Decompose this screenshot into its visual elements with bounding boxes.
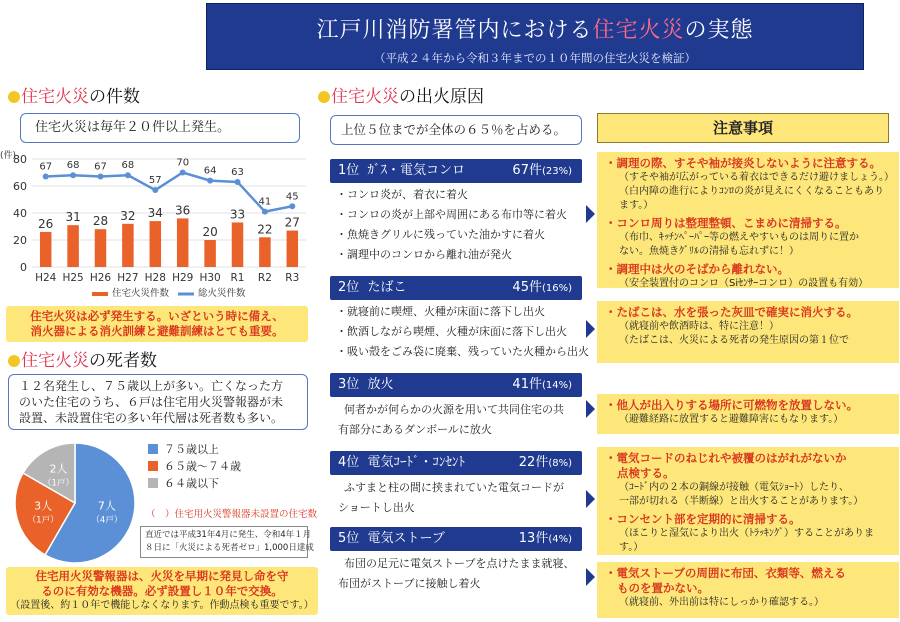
- line-point: [70, 172, 76, 178]
- caution-2: [597, 301, 899, 363]
- caution-4-detail: （ほこりと湿気により出火（ﾄﾗｯｷﾝｸﾞ）することがあります。）: [619, 528, 874, 553]
- caution-1-detail: （すそや袖が広がっている着衣はできるだけ避けましょう。）: [619, 172, 894, 183]
- caution-4-point: 点検する。: [617, 466, 675, 480]
- line-point: [289, 203, 295, 209]
- cause-rank-4: 4位 電気ｺｰﾄﾞ・ｺﾝｾﾝﾄ 22件(8%): [330, 451, 582, 475]
- cause-4-line: ふすまと柱の間に挟まれていた電気コードが: [344, 481, 564, 494]
- caution-4-point: ・電気コードのねじれや被覆のはがれがないか: [605, 451, 847, 465]
- pie-count-label: 7人: [97, 499, 116, 513]
- bar: [232, 222, 244, 267]
- cause-1-item: ・コンロ炎が、着衣に着火: [336, 188, 468, 201]
- pie-house-label: （1戸）: [27, 515, 59, 526]
- caution-1-detail: ない。魚焼きｸﾞﾘﾙの清掃も忘れずに！）: [619, 246, 799, 257]
- cause-summary: 上位５位までが全体の６５％を占める。: [341, 122, 567, 137]
- death-desc-box: [8, 374, 308, 430]
- death-desc-line2: のいた住宅のうち、６戸は住宅用火災警報器が未: [19, 395, 284, 409]
- caution-1-point: ・調理の際、すそや袖が接炎しないように注意する。: [605, 156, 881, 170]
- y-tick-label: 20: [13, 234, 27, 247]
- bar-value-label: 28: [92, 214, 109, 229]
- legend-item-65-74: ６５歳～７４歳: [148, 458, 241, 475]
- pie-house-label: （4戸）: [91, 515, 123, 526]
- bar-value-label: 22: [257, 222, 273, 237]
- count-note-line1: 住宅火災は必ず発生する。いざという時に備え、: [30, 309, 284, 323]
- recent-line2: ８日に「火災による死者ゼロ」1,000日達成: [145, 543, 314, 553]
- line-point: [180, 170, 186, 176]
- recent-note: [140, 526, 314, 558]
- recent-line1: 直近では平成31年4月に発生、令和4年１月: [145, 530, 312, 540]
- cause-3-details: [338, 400, 564, 440]
- caution-4: [597, 447, 899, 555]
- cause-rank-2: 2位 たばこ 45件(16%): [330, 276, 582, 300]
- x-tick-label: R1: [230, 272, 245, 284]
- line-point: [235, 179, 241, 185]
- count-summary: 住宅火災は毎年２０件以上発生。: [35, 120, 231, 135]
- page-subtitle: （平成２４年から令和３年までの１０年間の住宅火災を検証）: [374, 51, 696, 65]
- alarm-advice-line3: （設置後、約１０年で機能しなくなります。作動点検も重要です。）: [10, 600, 314, 611]
- line-value-label: 67: [94, 161, 107, 173]
- bar-value-label: 26: [38, 216, 54, 231]
- x-tick-label: H26: [89, 272, 112, 284]
- line-point: [262, 209, 268, 215]
- line-value-label: 64: [203, 165, 217, 177]
- bar-value-label: 27: [284, 215, 300, 230]
- death-desc-line3: 設置、未設置住宅の多い年代層は死者数も多い。: [19, 411, 284, 425]
- page-title: 江戸川消防署管内における住宅火災の実態: [316, 18, 754, 43]
- cause-rank-1: 1位 ｶﾞｽ・電気コンロ 67件(23%): [330, 159, 582, 183]
- x-tick-label: H28: [144, 272, 166, 284]
- bar: [177, 218, 189, 267]
- bar-value-label: 36: [175, 203, 191, 218]
- alarm-note: （ ）住宅用火災警報器未設置の住宅数: [146, 509, 318, 520]
- caution-1-detail: （布巾、ｷｯﾁﾝﾍﾟｰﾊﾟｰ等の燃えやすいものは周りに置か: [619, 232, 859, 243]
- cause-heading: 住宅火災の出火原因: [318, 82, 484, 107]
- caution-1-detail: （白内障の進行によりｺﾝﾛの炎が見えにくくなることもあります。）: [619, 186, 884, 211]
- death-heading: 住宅火災の死者数: [8, 346, 157, 371]
- y-axis-label: (件): [0, 151, 17, 161]
- caution-1-point: ・コンロ周りは整理整頓、こまめに清掃する。: [605, 216, 847, 230]
- x-tick-label: R3: [285, 272, 300, 284]
- line-point: [207, 178, 213, 184]
- cause-2-item: ・吸い殻をごみ袋に廃棄、残っていた火種から出火: [336, 345, 589, 358]
- caution-3: [597, 394, 899, 434]
- caution-4-detail: 一部が切れる（半断線）と出火することがあります。）: [619, 496, 864, 507]
- cause-3-line: 有部分にあるダンボールに放火: [338, 423, 492, 436]
- pie-house-label: （1戸）: [43, 478, 74, 489]
- bar: [150, 221, 162, 267]
- caution-1: [597, 152, 899, 288]
- caution-2-detail: （就寝前や飲酒時は、特に注意！）: [619, 321, 779, 332]
- count-heading: 住宅火災の件数: [8, 82, 140, 107]
- line-value-label: 67: [39, 161, 53, 173]
- cause-1-details: [336, 185, 567, 265]
- bar: [95, 229, 107, 267]
- line-value-label: 45: [285, 191, 299, 203]
- arrow-right-icon: [586, 490, 595, 508]
- x-tick-label: H25: [62, 272, 84, 284]
- bar: [122, 224, 134, 267]
- x-tick-label: H24: [35, 272, 57, 284]
- bar-value-label: 34: [147, 206, 163, 221]
- line-point: [125, 172, 131, 178]
- cause-4-details: [338, 478, 564, 518]
- x-tick-label: H30: [199, 272, 221, 284]
- cause-summary-box: [330, 115, 582, 145]
- bar-value-label: 32: [120, 208, 136, 223]
- bar: [40, 232, 52, 267]
- cause-1-item: ・コンロの炎が上部や周囲にある布巾等に着火: [336, 208, 567, 221]
- line-point: [43, 174, 49, 180]
- caution-5-point: ・電気ストーブの周囲に布団、衣類等、燃える: [605, 566, 846, 580]
- line-value-label: 70: [176, 157, 190, 169]
- cause-rank-3: 3位 放火 41件(14%): [330, 373, 582, 397]
- cause-2-item: ・就寝前に喫煙、火種が床面に落下し出火: [336, 305, 545, 318]
- cause-5-details: [338, 554, 575, 594]
- x-tick-label: H27: [117, 272, 139, 284]
- x-tick-label: R2: [257, 272, 272, 284]
- death-desc-line1: １２名発生し、７５歳以上が多い。亡くなった方: [19, 379, 284, 393]
- caution-4-point: ・コンセント部を定期的に清掃する。: [605, 512, 801, 526]
- cause-5-line: 布団がストーブに接触し着火: [338, 577, 481, 590]
- bar-value-label: 33: [229, 207, 246, 222]
- count-note-line2: 消火器による消火訓練と避難訓練はとても重要。: [30, 324, 284, 338]
- caution-4-detail: （ｺｰﾄﾞ内の２本の銅線が接触（電気ｼｮｰﾄ）したり、: [619, 482, 849, 493]
- arrow-right-icon: [586, 568, 595, 586]
- legend-item-75plus: ７５歳以上: [148, 441, 241, 458]
- cause-1-item: ・調理中のコンロから離れ油が発火: [336, 248, 512, 261]
- arrow-right-icon: [586, 400, 595, 418]
- y-tick-label: 40: [13, 207, 27, 220]
- bar: [204, 240, 216, 267]
- death-pie-chart: [12, 440, 138, 566]
- cause-rank-5: 5位 電気ストーブ 13件(4%): [330, 527, 582, 551]
- pie-count-label: 3人: [34, 499, 53, 513]
- caution-5-detail: （就寝前、外出前は特にしっかり確認する。）: [619, 597, 824, 608]
- y-tick-label: 80: [13, 153, 27, 166]
- line-point: [98, 174, 104, 180]
- bar-value-label: 20: [202, 225, 218, 239]
- line-point: [152, 187, 158, 193]
- arrow-right-icon: [586, 205, 595, 223]
- line-value-label: 41: [258, 196, 272, 208]
- legend-label-line: 総火災件数: [198, 288, 246, 299]
- legend-label-bars: 住宅火災件数: [112, 288, 170, 299]
- bar: [259, 237, 271, 267]
- caution-heading: 注意事項: [597, 113, 889, 143]
- alarm-advice-line2: るのに有効な機器。必ず設置し１０年で交換。: [41, 584, 283, 598]
- arrow-right-icon: [586, 320, 595, 338]
- legend-swatch-bars: [92, 292, 108, 296]
- caution-1-detail: （安全装置付のコンロ（Siｾﾝｻｰコンロ）の設置も有効）: [619, 278, 869, 289]
- x-tick-label: H29: [172, 272, 194, 284]
- pie-count-label: 2人: [49, 462, 68, 476]
- caution-3-detail: （避難経路に放置すると避難障害にもなります。）: [619, 414, 844, 425]
- cause-3-line: 何者かが何らかの火源を用いて共同住宅の共: [344, 403, 564, 416]
- total-fires-line: [46, 173, 293, 212]
- bar: [67, 225, 79, 267]
- line-value-label: 68: [66, 160, 80, 172]
- alarm-advice: [6, 567, 318, 615]
- count-note: [6, 306, 308, 342]
- y-tick-label: 60: [13, 180, 27, 193]
- count-summary-box: [20, 113, 300, 143]
- cause-5-line: 布団の足元に電気ストーブを点けたまま就寝、: [344, 557, 575, 570]
- bar-value-label: 31: [65, 210, 81, 225]
- bar: [287, 231, 299, 267]
- y-tick-label: 0: [20, 261, 27, 274]
- cause-2-details: [336, 302, 589, 362]
- caution-3-point: ・他人が出入りする場所に可燃物を放置しない。: [605, 398, 858, 412]
- page-header: [206, 3, 864, 70]
- line-value-label: 63: [231, 166, 244, 178]
- caution-5-point: ものを置かない。: [617, 581, 709, 595]
- caution-5: [597, 562, 899, 618]
- caution-2-detail: （たばこは、火災による死者の発生原因の第１位で: [619, 335, 849, 346]
- fire-count-chart: [0, 148, 312, 306]
- legend-item-64under: ６４歳以下: [148, 475, 241, 492]
- line-value-label: 57: [148, 175, 162, 187]
- cause-4-line: ショートし出火: [338, 501, 415, 514]
- caution-1-point: ・調理中は火のそばから離れない。: [605, 262, 789, 276]
- cause-1-item: ・魚焼きグリルに残っていた油かすに着火: [336, 228, 545, 241]
- line-value-label: 68: [121, 160, 135, 172]
- pie-legend: [148, 441, 241, 492]
- alarm-advice-line1: 住宅用火災警報器は、火災を早期に発見し命を守: [35, 569, 289, 583]
- cause-2-item: ・飲酒しながら喫煙、火種が床面に落下し出火: [336, 325, 567, 338]
- caution-2-point: ・たばこは、水を張った灰皿で確実に消火する。: [605, 305, 858, 319]
